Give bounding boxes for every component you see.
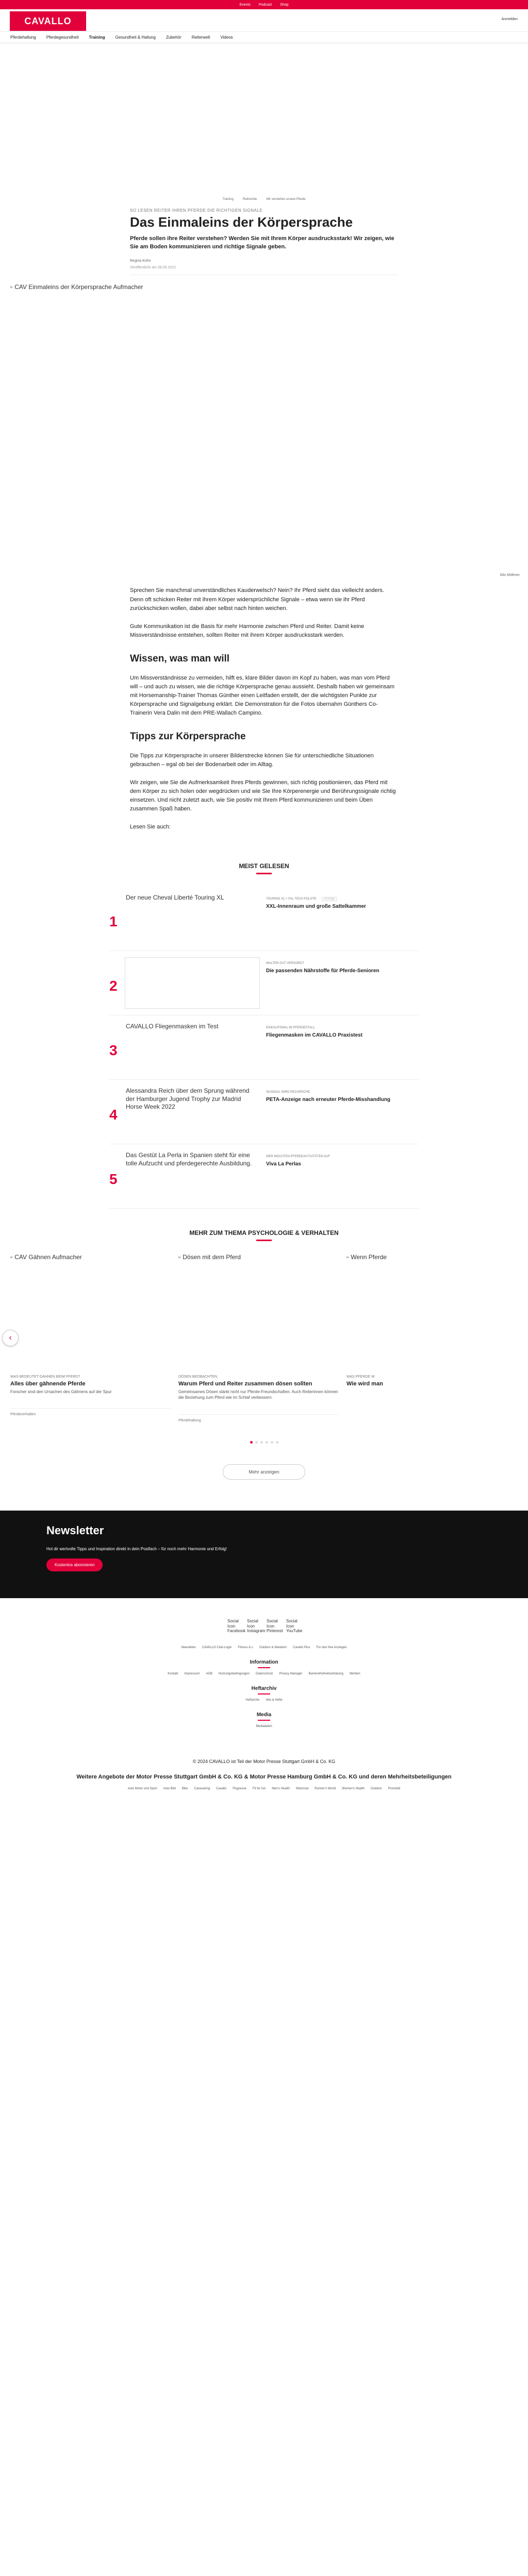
footer-heading: Media bbox=[256, 1712, 272, 1718]
teaser-kicker: EINKAUFSWAL IM PFERDESTALL bbox=[266, 1026, 315, 1030]
broken-image-icon: ▫ bbox=[10, 1253, 13, 1261]
footer-link[interactable]: Werben bbox=[349, 1672, 360, 1676]
teaser-image bbox=[125, 957, 260, 1009]
copyright: © 2024 CAVALLO ist Teil der Motor Presse Stuttgart GmbH & Co. KG bbox=[192, 1759, 336, 1765]
list-item[interactable] bbox=[109, 1015, 419, 1080]
footer-link[interactable]: Datenschutz bbox=[256, 1672, 273, 1676]
teaser-title: Die passenden Nährstoffe für Pferde-Senioren bbox=[266, 968, 380, 974]
card-title: Wie wird man bbox=[346, 1381, 383, 1387]
article-title: Das Einmaleins der Körpersprache bbox=[130, 214, 353, 230]
most-read-title: MEIST GELESEN bbox=[239, 862, 289, 870]
footer-link[interactable]: Impressum bbox=[184, 1672, 200, 1676]
related-card[interactable] bbox=[346, 1253, 481, 1422]
brand-link[interactable]: Caravaning bbox=[194, 1787, 210, 1791]
card-image: ▫ Wenn Pferde bbox=[346, 1253, 481, 1372]
card-text: Forscher sind den Ursachen des Gähnens auf der Spur bbox=[10, 1389, 112, 1395]
footer-link[interactable]: Outdoor & Wandern bbox=[259, 1646, 287, 1650]
teaser-image: Das Gestüt La Perla in Spanien steht für eine tolle Aufzucht und pferdegerechte Ausbildung. bbox=[126, 1151, 252, 1167]
footer-links-archive bbox=[0, 1699, 528, 1702]
list-item[interactable] bbox=[109, 887, 419, 951]
article-author[interactable]: Regina Kühn bbox=[130, 259, 151, 263]
nav-item-1[interactable]: Pferdegesundheit bbox=[46, 35, 79, 40]
teaser-title: PETA-Anzeige nach erneuter Pferde-Misshandlung bbox=[266, 1097, 390, 1103]
brand-links bbox=[0, 1787, 528, 1790]
related-card[interactable] bbox=[178, 1253, 339, 1422]
brand-link[interactable]: Cavallo bbox=[216, 1787, 227, 1791]
title-underline bbox=[258, 1693, 270, 1694]
topbar-link-shop[interactable]: Shop bbox=[280, 3, 289, 7]
nav-item-0[interactable]: Pferdehaltung bbox=[10, 35, 36, 40]
teaser-title: Viva La Perlas bbox=[266, 1161, 301, 1167]
rank-number: 1 bbox=[109, 913, 118, 930]
breadcrumb bbox=[130, 198, 398, 201]
nav-item-4[interactable]: Zubehör bbox=[166, 35, 182, 40]
rank-number: 2 bbox=[109, 978, 118, 994]
footer-link[interactable]: Privacy Manager bbox=[279, 1672, 303, 1676]
teaser-image: Alessandra Reich über dem Sprung während der Hamburger Jugend Trophy zur Madrid Horse Week 2022 bbox=[126, 1087, 250, 1111]
social-links bbox=[0, 1619, 528, 1634]
newsletter-subscribe-button[interactable]: Kostenlos abonnieren bbox=[46, 1558, 103, 1571]
footer-link[interactable]: Fitness & c bbox=[238, 1646, 253, 1650]
hero-image-alt: ▫ CAV Einmaleins der Körpersprache Aufmacher bbox=[10, 283, 143, 291]
title-underline bbox=[256, 873, 272, 874]
paragraph: Die Tipps zur Körpersprache in unserer Bilderstrecke können Sie für unterschiedliche Situationen gebrauchen – egal ob bei der Bodenarbeit oder im Alltag. bbox=[130, 752, 374, 768]
footer-link[interactable]: CAVALLO Club-Login bbox=[202, 1646, 232, 1650]
facebook-icon[interactable]: Social Icon Facebook bbox=[227, 1619, 246, 1634]
footer-link[interactable]: AGB bbox=[206, 1672, 212, 1676]
broken-image-icon: ▫ bbox=[346, 1253, 349, 1261]
carousel-dot[interactable] bbox=[271, 1441, 273, 1444]
title-underline bbox=[258, 1667, 270, 1668]
nav-item-6[interactable]: Videos bbox=[220, 35, 233, 40]
broken-image-icon: ▫ bbox=[178, 1253, 181, 1261]
rank-number: 3 bbox=[109, 1042, 118, 1059]
footer-link[interactable]: Abo & Hefte bbox=[266, 1699, 283, 1702]
carousel-dot[interactable] bbox=[250, 1441, 253, 1444]
related-carousel bbox=[0, 1253, 528, 1439]
nav-item-5[interactable]: Reiterwelt bbox=[191, 35, 210, 40]
footer-link[interactable]: Heftarchiv bbox=[245, 1699, 260, 1702]
subheading: Wissen, was man will bbox=[130, 653, 230, 664]
footer-link[interactable]: Barrierefreiheitserklärung bbox=[308, 1672, 343, 1676]
card-image: ▫ Dösen mit dem Pferd bbox=[178, 1253, 339, 1372]
carousel-dot[interactable] bbox=[255, 1441, 258, 1444]
breadcrumb-item[interactable]: Reitrechte bbox=[242, 198, 257, 201]
breadcrumb-current: Wir verstehen unsere Pferde bbox=[266, 198, 306, 201]
brand-link[interactable]: Motorrad bbox=[296, 1787, 309, 1791]
list-item[interactable] bbox=[109, 1144, 419, 1209]
footer-heading: Heftarchiv bbox=[251, 1686, 277, 1692]
teaser-title: Fliegenmasken im CAVALLO Praxistest bbox=[266, 1032, 362, 1039]
teaser-kicker: SKANDAL WIRD RECHERCHE bbox=[266, 1091, 310, 1094]
related-section-title: MEHR ZUM THEMA PSYCHOLOGIE & VERHALTEN bbox=[189, 1229, 339, 1237]
carousel-dot[interactable] bbox=[260, 1441, 263, 1444]
rank-number: 5 bbox=[109, 1171, 118, 1188]
site-logo[interactable]: CAVALLO bbox=[10, 11, 86, 31]
brand-link[interactable]: Men's Health bbox=[272, 1787, 290, 1791]
pinterest-icon[interactable]: Social Icon Pinterest bbox=[267, 1619, 283, 1634]
card-kicker: DÖSEN BEOBACHTEN bbox=[178, 1375, 218, 1379]
paragraph: Wir zeigen, wie Sie die Aufmerksamkeit Ihres Pferds gewinnen, sich richtig positionieren, das Pferd mit dem Körper zu sich holen oder wegdrücken und wie Sie Ihre Körperenergie und Berührungssignale richtig einsetzen. Und nicht zuletzt auch, wie Sie positiv mit Ihrem Pferd kommunizieren und beim Üben zusammen Spaß haben. bbox=[130, 779, 396, 812]
site-header bbox=[0, 9, 528, 32]
ad-space bbox=[0, 43, 528, 198]
footer-link[interactable]: Kontakt bbox=[168, 1672, 178, 1676]
footer-links-info bbox=[0, 1672, 528, 1675]
nav-item-training[interactable]: Training bbox=[89, 35, 105, 40]
article-kicker: SO LESEN REITER IHREN PFERDE DIE RICHTIGEN SIGNALE bbox=[130, 208, 263, 213]
paragraph: Um Missverständnisse zu vermeiden, hilft es, klare Bilder davon im Kopf zu haben, was man vom Pferd will – und auch zu wissen, wie die richtige Körpersprache genau aussieht. Deshalb haben wir gemeinsam mit Horsemanship-Trainer Thomas Günther einen Leitfaden erstellt, der die wichtigsten Punkte zur Körpersprache und Signalgebung erklärt. Die Demonstration für die Fotos übernahm Günthers Co-Trainerin Vera Dalin mit dem PRE-Wallach Campino. bbox=[130, 674, 395, 716]
footer-link[interactable]: Cavallo Plus bbox=[293, 1646, 310, 1650]
teaser-kicker: TOURING XL + FAL TECH POLSTR bbox=[266, 897, 317, 901]
newsletter-title: Newsletter bbox=[46, 1524, 104, 1537]
chevron-left-icon: ‹ bbox=[9, 1333, 12, 1343]
broken-image-icon: ▫ bbox=[10, 283, 13, 291]
footer-link[interactable]: Mediadaten bbox=[256, 1725, 272, 1728]
teaser-kicker: WALTER GUT VERSORGT bbox=[266, 962, 304, 965]
topbar-link-events[interactable]: Events bbox=[239, 3, 251, 7]
brand-link[interactable]: Runner's World bbox=[315, 1787, 336, 1791]
rank-number: 4 bbox=[109, 1107, 118, 1123]
teaser-image: Der neue Cheval Liberté Touring XL bbox=[126, 894, 224, 902]
most-read-list bbox=[109, 887, 419, 1209]
nav-item-3[interactable]: Gesundheit & Haltung bbox=[115, 35, 156, 40]
footer-link[interactable]: Nutzungsbedingungen bbox=[218, 1672, 250, 1676]
article-header bbox=[130, 198, 398, 275]
topbar-link-podcast[interactable]: Podcast bbox=[258, 3, 272, 7]
card-kicker: WAS PFERDE W bbox=[346, 1375, 375, 1379]
footer-links-top bbox=[0, 1646, 528, 1649]
title-underline bbox=[258, 1720, 270, 1721]
brand-link[interactable]: Promobil bbox=[388, 1787, 401, 1791]
ad-badge: Anzeige bbox=[322, 897, 337, 901]
brand-link[interactable]: Fit for fun bbox=[252, 1787, 266, 1791]
footer-heading: Information bbox=[250, 1659, 278, 1666]
paragraph: Lesen Sie auch: bbox=[130, 824, 171, 831]
main-nav bbox=[0, 32, 528, 43]
show-more-button[interactable]: Mehr anzeigen bbox=[223, 1464, 305, 1480]
newsletter-box bbox=[0, 1511, 528, 1598]
youtube-icon[interactable]: Social Icon YouTube bbox=[286, 1619, 303, 1634]
carousel-dot[interactable] bbox=[266, 1441, 268, 1444]
subheading: Tipps zur Körpersprache bbox=[130, 731, 246, 742]
teaser-kicker: WER MOCHTEN PFERDEAKTIVITÄTEN AUF bbox=[266, 1155, 331, 1159]
card-kicker: WAS BEDEUTET GÄHNEN BEIM PFERD? bbox=[10, 1375, 80, 1379]
card-title: Warum Pferd und Reiter zusammen dösen sollten bbox=[178, 1381, 312, 1387]
teaser-image: CAVALLO Fliegenmasken im Test bbox=[126, 1023, 219, 1030]
article-body bbox=[130, 586, 398, 832]
instagram-icon[interactable]: Social Icon Instagram bbox=[247, 1619, 266, 1634]
breadcrumb-item[interactable]: Training bbox=[222, 198, 234, 201]
other-offers-title: Weitere Angebote der Motor Presse Stuttgart GmbH & Co. KG & Motor Presse Hamburg GmbH & Co. KG und deren Mehrheitsbeteiligungen bbox=[76, 1774, 452, 1781]
title-underline bbox=[256, 1240, 272, 1241]
image-credit: Nils Möllmer bbox=[500, 573, 520, 578]
hero-image bbox=[0, 283, 528, 577]
list-item[interactable] bbox=[109, 951, 419, 1015]
card-title: Alles über gähnende Pferde bbox=[10, 1381, 86, 1387]
card-image: ▫ CAV Gähnen Aufmacher bbox=[10, 1253, 171, 1372]
footer-link[interactable]: Newsletter bbox=[181, 1646, 196, 1650]
login-link[interactable]: Anmelden bbox=[501, 18, 518, 21]
brand-link[interactable]: Flugrevue bbox=[233, 1787, 246, 1791]
top-promo-bar bbox=[0, 0, 528, 9]
teaser-title: XXL-Innenraum und große Sattelkammer bbox=[266, 904, 366, 910]
carousel-dot[interactable] bbox=[276, 1441, 278, 1444]
article-lead: Pferde sollen ihre Reiter verstehen? Werden Sie mit Ihrem Körper ausdrucksstark! Wir zeigen, wie Sie am Boden kommunizieren und richtige Signale geben. bbox=[130, 235, 394, 250]
brand-link[interactable]: Women's Health bbox=[342, 1787, 365, 1791]
brand-link[interactable]: Bike bbox=[182, 1787, 188, 1791]
paragraph: Sprechen Sie manchmal unverständliches Kauderwelsch? Nein? Ihr Pferd sieht das vielleicht anders. Denn oft schicken Reiter mit ihrem Körper widersprüchliche Signale – etwa wenn sie ihr Pferd zurückschicken wollen, dabei aber selbst nach hinten weichen. bbox=[130, 587, 384, 612]
brand-link[interactable]: Auto Motor und Sport bbox=[127, 1787, 157, 1791]
related-card[interactable] bbox=[10, 1253, 171, 1422]
card-text: Gemeinsames Dösen stärkt nicht nur Pferde-Freundschaften. Auch Reiterinnen können die Beziehung zum Pferd wie im Schlaf verbessern. bbox=[178, 1389, 338, 1400]
list-item[interactable] bbox=[109, 1080, 419, 1144]
carousel-dots bbox=[0, 1441, 528, 1444]
card-category[interactable]: Pferdehaltung bbox=[178, 1414, 339, 1422]
card-category[interactable]: Pferdeverhalten bbox=[10, 1408, 171, 1416]
brand-link[interactable]: Outdoor bbox=[370, 1787, 382, 1791]
footer-link[interactable]: Für den Ihre Anzeigen bbox=[316, 1646, 347, 1650]
brand-link[interactable]: Auto Bild bbox=[163, 1787, 176, 1791]
paragraph: Gute Kommunikation ist die Basis für mehr Harmonie zwischen Pferd und Reiter. Damit keine Missverständnisse entstehen, sollten Reiter mit ihrem Körper ausdrucksstark werden. bbox=[130, 623, 365, 638]
footer-links-media bbox=[0, 1725, 528, 1728]
newsletter-text: Hol dir wertvolle Tipps und Inspiration direkt in dein Postfach – für noch mehr Harmonie und Erfolg! bbox=[46, 1547, 227, 1552]
article-date: Veröffentlicht am 08.05.2022 bbox=[130, 266, 398, 275]
